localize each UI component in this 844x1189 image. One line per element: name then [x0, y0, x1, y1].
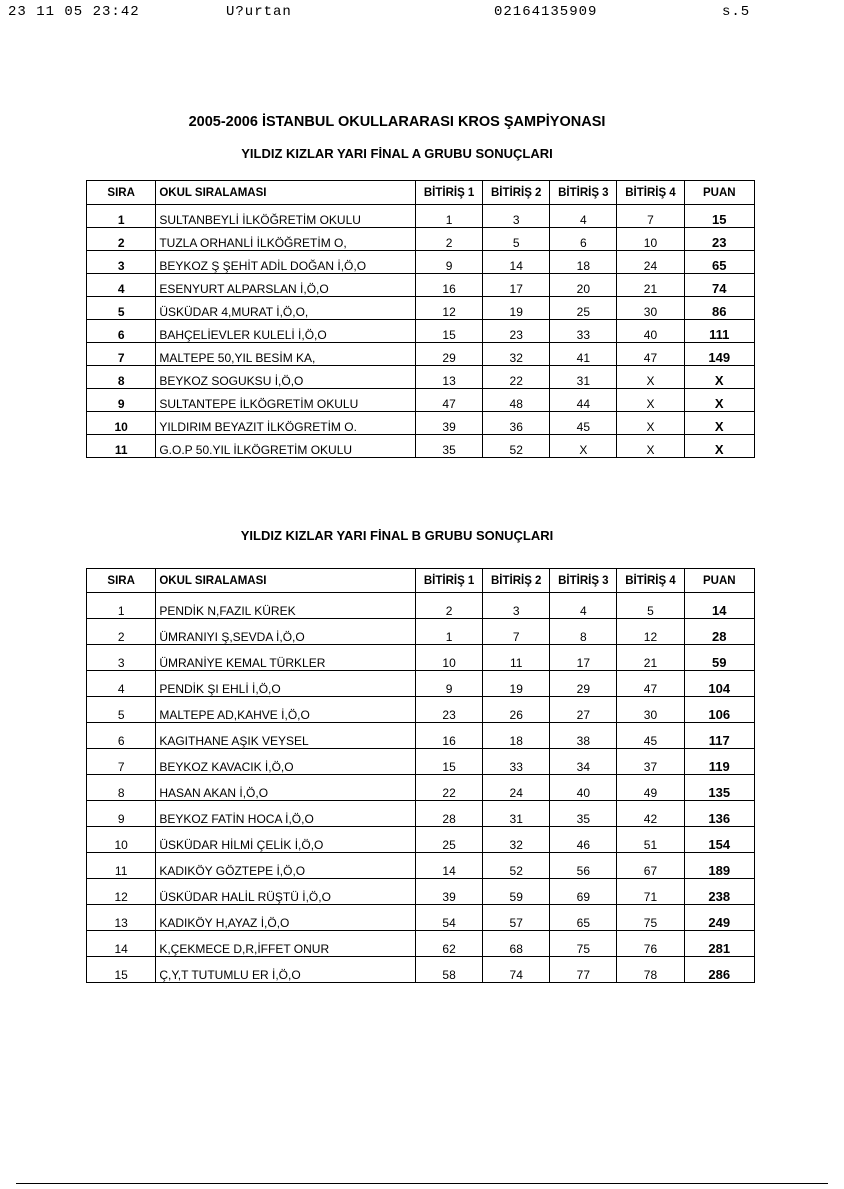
cell-bitiris-2: 26	[483, 697, 550, 723]
cell-bitiris-1: 12	[416, 297, 483, 320]
column-header-sira: SIRA	[87, 181, 156, 205]
cell-bitiris-4: 49	[617, 775, 684, 801]
cell-bitiris-2: 32	[483, 827, 550, 853]
cell-bitiris-2: 52	[483, 853, 550, 879]
table-row	[87, 697, 755, 723]
cell-bitiris-2: 18	[483, 723, 550, 749]
cell-bitiris-4: 47	[617, 343, 684, 366]
cell-bitiris-4: 10	[617, 228, 684, 251]
cell-bitiris-1: 14	[416, 853, 483, 879]
table-row	[87, 343, 755, 366]
cell-bitiris-2: 59	[483, 879, 550, 905]
cell-sira: 5	[87, 297, 156, 320]
cell-bitiris-1: 15	[416, 320, 483, 343]
cell-bitiris-4: 37	[617, 749, 684, 775]
cell-bitiris-4: 30	[617, 697, 684, 723]
cell-sira: 5	[87, 697, 156, 723]
cell-bitiris-4: 45	[617, 723, 684, 749]
table-row	[87, 619, 755, 645]
cell-bitiris-1: 16	[416, 723, 483, 749]
cell-bitiris-1: 39	[416, 412, 483, 435]
cell-okul: MALTEPE 50,YIL BESİM KA,	[156, 343, 416, 366]
cell-okul: BEYKOZ KAVACIK İ,Ö,O	[156, 749, 416, 775]
cell-puan: 23	[684, 228, 754, 251]
cell-puan: 86	[684, 297, 754, 320]
cell-bitiris-3: 35	[550, 801, 617, 827]
cell-okul: PENDİK N,FAZIL KÜREK	[156, 593, 416, 619]
cell-bitiris-3: 20	[550, 274, 617, 297]
fax-header	[0, 4, 844, 22]
table-row	[87, 879, 755, 905]
table-row	[87, 593, 755, 619]
cell-puan: 28	[684, 619, 754, 645]
cell-okul: KAGITHANE AŞIK VEYSEL	[156, 723, 416, 749]
cell-bitiris-1: 35	[416, 435, 483, 458]
fax-datetime: 23 11 05 23:42	[8, 4, 140, 20]
cell-sira: 2	[87, 228, 156, 251]
table-row	[87, 320, 755, 343]
cell-bitiris-2: 36	[483, 412, 550, 435]
cell-bitiris-1: 1	[416, 619, 483, 645]
table-row	[87, 957, 755, 983]
column-header-okul: OKUL SIRALAMASI	[156, 181, 416, 205]
cell-bitiris-3: 34	[550, 749, 617, 775]
fax-phone: 02164135909	[494, 4, 598, 20]
cell-bitiris-3: 69	[550, 879, 617, 905]
cell-sira: 4	[87, 274, 156, 297]
cell-bitiris-4: 75	[617, 905, 684, 931]
cell-bitiris-2: 11	[483, 645, 550, 671]
cell-bitiris-3: 33	[550, 320, 617, 343]
cell-bitiris-2: 33	[483, 749, 550, 775]
table-row	[87, 228, 755, 251]
cell-okul: Ç,Y,T TUTUMLU ER İ,Ö,O	[156, 957, 416, 983]
table-row	[87, 274, 755, 297]
cell-bitiris-1: 2	[416, 228, 483, 251]
fax-sender: U?urtan	[226, 4, 292, 20]
cell-okul: ÜSKÜDAR HİLMİ ÇELİK İ,Ö,O	[156, 827, 416, 853]
column-header-puan: PUAN	[684, 569, 754, 593]
cell-sira: 11	[87, 853, 156, 879]
table-header-row	[87, 569, 755, 593]
cell-bitiris-1: 1	[416, 205, 483, 228]
cell-bitiris-4: 47	[617, 671, 684, 697]
cell-okul: KADIKÖY GÖZTEPE İ,Ö,O	[156, 853, 416, 879]
column-header-bitiris-4: BİTİRİŞ 4	[617, 569, 684, 593]
cell-bitiris-4: 76	[617, 931, 684, 957]
cell-bitiris-4: 71	[617, 879, 684, 905]
cell-bitiris-3: 56	[550, 853, 617, 879]
cell-sira: 15	[87, 957, 156, 983]
cell-bitiris-4: 67	[617, 853, 684, 879]
cell-bitiris-4: 7	[617, 205, 684, 228]
cell-puan: 15	[684, 205, 754, 228]
cell-bitiris-2: 17	[483, 274, 550, 297]
cell-okul: KADIKÖY H,AYAZ İ,Ö,O	[156, 905, 416, 931]
cell-bitiris-1: 54	[416, 905, 483, 931]
cell-bitiris-2: 52	[483, 435, 550, 458]
cell-bitiris-2: 3	[483, 593, 550, 619]
cell-bitiris-2: 14	[483, 251, 550, 274]
column-header-puan: PUAN	[684, 181, 754, 205]
group-a-results-table	[86, 180, 755, 458]
table-row	[87, 412, 755, 435]
cell-bitiris-1: 9	[416, 671, 483, 697]
cell-bitiris-4: 21	[617, 645, 684, 671]
cell-bitiris-1: 25	[416, 827, 483, 853]
cell-sira: 14	[87, 931, 156, 957]
cell-bitiris-3: 65	[550, 905, 617, 931]
cell-bitiris-2: 74	[483, 957, 550, 983]
cell-puan: 74	[684, 274, 754, 297]
cell-bitiris-3: 17	[550, 645, 617, 671]
cell-sira: 12	[87, 879, 156, 905]
cell-sira: 6	[87, 723, 156, 749]
cell-bitiris-3: 8	[550, 619, 617, 645]
cell-puan: 14	[684, 593, 754, 619]
cell-sira: 3	[87, 251, 156, 274]
cell-sira: 7	[87, 749, 156, 775]
cell-puan: X	[684, 412, 754, 435]
cell-bitiris-4: 51	[617, 827, 684, 853]
cell-bitiris-2: 3	[483, 205, 550, 228]
column-header-okul: OKUL SIRALAMASI	[156, 569, 416, 593]
table-row	[87, 435, 755, 458]
group-b-results-table	[86, 568, 755, 983]
cell-bitiris-1: 22	[416, 775, 483, 801]
cell-okul: SULTANBEYLİ İLKÖĞRETİM OKULU	[156, 205, 416, 228]
cell-sira: 4	[87, 671, 156, 697]
cell-bitiris-2: 5	[483, 228, 550, 251]
cell-bitiris-2: 24	[483, 775, 550, 801]
cell-okul: BEYKOZ FATİN HOCA İ,Ö,O	[156, 801, 416, 827]
cell-bitiris-4: 21	[617, 274, 684, 297]
cell-bitiris-3: 40	[550, 775, 617, 801]
table-row	[87, 827, 755, 853]
cell-bitiris-4: X	[617, 412, 684, 435]
cell-bitiris-2: 57	[483, 905, 550, 931]
cell-okul: TUZLA ORHANLİ İLKÖĞRETİM O,	[156, 228, 416, 251]
cell-okul: ÜSKÜDAR 4,MURAT İ,Ö,O,	[156, 297, 416, 320]
cell-bitiris-1: 15	[416, 749, 483, 775]
cell-okul: YILDIRIM BEYAZIT İLKÖGRETİM O.	[156, 412, 416, 435]
table-row	[87, 297, 755, 320]
cell-puan: 149	[684, 343, 754, 366]
table-row	[87, 389, 755, 412]
cell-bitiris-3: 41	[550, 343, 617, 366]
cell-okul: BAHÇELİEVLER KULELİ İ,Ö,O	[156, 320, 416, 343]
table-row	[87, 749, 755, 775]
cell-okul: ÜMRANİYE KEMAL TÜRKLER	[156, 645, 416, 671]
cell-sira: 10	[87, 412, 156, 435]
cell-bitiris-3: 18	[550, 251, 617, 274]
document-title: 2005-2006 İSTANBUL OKULLARARASI KROS ŞAMPİYONASI	[188, 114, 606, 130]
cell-okul: K,ÇEKMECE D,R,İFFET ONUR	[156, 931, 416, 957]
cell-puan: X	[684, 366, 754, 389]
cell-bitiris-1: 28	[416, 801, 483, 827]
cell-puan: X	[684, 435, 754, 458]
table-row	[87, 931, 755, 957]
cell-puan: 189	[684, 853, 754, 879]
cell-sira: 2	[87, 619, 156, 645]
cell-okul: ESENYURT ALPARSLAN İ,Ö,O	[156, 274, 416, 297]
cell-okul: G.O.P 50.YIL İLKÖGRETİM OKULU	[156, 435, 416, 458]
cell-bitiris-4: X	[617, 366, 684, 389]
column-header-bitiris-1: BİTİRİŞ 1	[416, 569, 483, 593]
group-a-heading: YILDIZ KIZLAR YARI FİNAL A GRUBU SONUÇLARI	[241, 146, 553, 161]
table-row	[87, 251, 755, 274]
cell-bitiris-4: 78	[617, 957, 684, 983]
column-header-bitiris-2: BİTİRİŞ 2	[483, 569, 550, 593]
group-b-heading: YILDIZ KIZLAR YARI FİNAL B GRUBU SONUÇLARI	[240, 528, 554, 543]
cell-bitiris-1: 10	[416, 645, 483, 671]
table-header-row	[87, 181, 755, 205]
cell-puan: 106	[684, 697, 754, 723]
cell-bitiris-1: 47	[416, 389, 483, 412]
cell-okul: ÜMRANIYI Ş,SEVDA İ,Ö,O	[156, 619, 416, 645]
cell-bitiris-3: 6	[550, 228, 617, 251]
cell-bitiris-2: 22	[483, 366, 550, 389]
cell-sira: 8	[87, 366, 156, 389]
cell-bitiris-1: 58	[416, 957, 483, 983]
cell-bitiris-3: 25	[550, 297, 617, 320]
cell-bitiris-3: 38	[550, 723, 617, 749]
cell-bitiris-2: 7	[483, 619, 550, 645]
cell-sira: 1	[87, 205, 156, 228]
cell-okul: MALTEPE AD,KAHVE İ,Ö,O	[156, 697, 416, 723]
table-row	[87, 775, 755, 801]
cell-sira: 13	[87, 905, 156, 931]
cell-bitiris-2: 32	[483, 343, 550, 366]
column-header-bitiris-2: BİTİRİŞ 2	[483, 181, 550, 205]
cell-puan: 59	[684, 645, 754, 671]
cell-bitiris-4: 12	[617, 619, 684, 645]
cell-puan: 117	[684, 723, 754, 749]
cell-sira: 6	[87, 320, 156, 343]
column-header-bitiris-1: BİTİRİŞ 1	[416, 181, 483, 205]
cell-bitiris-3: 27	[550, 697, 617, 723]
cell-bitiris-2: 48	[483, 389, 550, 412]
fax-page-number: s.5	[722, 4, 751, 20]
cell-bitiris-3: 31	[550, 366, 617, 389]
cell-puan: 281	[684, 931, 754, 957]
cell-puan: 238	[684, 879, 754, 905]
cell-sira: 8	[87, 775, 156, 801]
cell-bitiris-3: 4	[550, 205, 617, 228]
cell-bitiris-2: 68	[483, 931, 550, 957]
cell-bitiris-4: 42	[617, 801, 684, 827]
cell-bitiris-1: 62	[416, 931, 483, 957]
cell-bitiris-2: 31	[483, 801, 550, 827]
cell-bitiris-3: 77	[550, 957, 617, 983]
cell-bitiris-4: X	[617, 389, 684, 412]
cell-bitiris-1: 23	[416, 697, 483, 723]
cell-sira: 1	[87, 593, 156, 619]
cell-puan: 135	[684, 775, 754, 801]
cell-okul: BEYKOZ Ş ŞEHİT ADİL DOĞAN İ,Ö,O	[156, 251, 416, 274]
cell-bitiris-1: 9	[416, 251, 483, 274]
cell-okul: HASAN AKAN İ,Ö,O	[156, 775, 416, 801]
cell-puan: 111	[684, 320, 754, 343]
cell-puan: 136	[684, 801, 754, 827]
table-row	[87, 905, 755, 931]
cell-bitiris-3: 4	[550, 593, 617, 619]
cell-sira: 11	[87, 435, 156, 458]
cell-bitiris-4: X	[617, 435, 684, 458]
column-header-sira: SIRA	[87, 569, 156, 593]
column-header-bitiris-3: BİTİRİŞ 3	[550, 181, 617, 205]
cell-okul: BEYKOZ SOGUKSU İ,Ö,O	[156, 366, 416, 389]
table-row	[87, 205, 755, 228]
cell-puan: 286	[684, 957, 754, 983]
cell-bitiris-1: 2	[416, 593, 483, 619]
cell-bitiris-2: 19	[483, 671, 550, 697]
table-row	[87, 723, 755, 749]
cell-bitiris-3: 44	[550, 389, 617, 412]
cell-bitiris-3: 75	[550, 931, 617, 957]
cell-bitiris-4: 24	[617, 251, 684, 274]
cell-bitiris-3: 45	[550, 412, 617, 435]
cell-okul: PENDİK ŞI EHLİ İ,Ö,O	[156, 671, 416, 697]
cell-sira: 7	[87, 343, 156, 366]
cell-bitiris-3: 29	[550, 671, 617, 697]
cell-bitiris-1: 39	[416, 879, 483, 905]
cell-bitiris-1: 16	[416, 274, 483, 297]
column-header-bitiris-3: BİTİRİŞ 3	[550, 569, 617, 593]
cell-puan: 249	[684, 905, 754, 931]
cell-bitiris-3: 46	[550, 827, 617, 853]
table-row	[87, 853, 755, 879]
cell-sira: 10	[87, 827, 156, 853]
table-row	[87, 366, 755, 389]
table-row	[87, 801, 755, 827]
cell-puan: X	[684, 389, 754, 412]
cell-bitiris-1: 29	[416, 343, 483, 366]
cell-bitiris-4: 30	[617, 297, 684, 320]
cell-bitiris-1: 13	[416, 366, 483, 389]
cell-sira: 9	[87, 801, 156, 827]
cell-bitiris-2: 23	[483, 320, 550, 343]
cell-okul: ÜSKÜDAR HALİL RÜŞTÜ İ,Ö,O	[156, 879, 416, 905]
cell-bitiris-2: 19	[483, 297, 550, 320]
column-header-bitiris-4: BİTİRİŞ 4	[617, 181, 684, 205]
bottom-divider	[16, 1183, 828, 1184]
cell-puan: 154	[684, 827, 754, 853]
cell-sira: 9	[87, 389, 156, 412]
cell-puan: 104	[684, 671, 754, 697]
table-row	[87, 645, 755, 671]
table-row	[87, 671, 755, 697]
cell-okul: SULTANTEPE İLKÖGRETİM OKULU	[156, 389, 416, 412]
cell-puan: 119	[684, 749, 754, 775]
cell-puan: 65	[684, 251, 754, 274]
cell-bitiris-4: 5	[617, 593, 684, 619]
cell-sira: 3	[87, 645, 156, 671]
cell-bitiris-4: 40	[617, 320, 684, 343]
cell-bitiris-3: X	[550, 435, 617, 458]
